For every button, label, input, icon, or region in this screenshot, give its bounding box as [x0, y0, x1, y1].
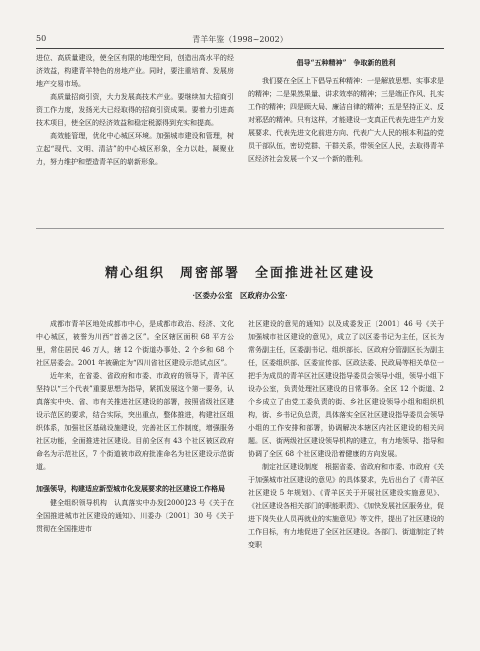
- article-title: 精心组织 周密部署 全面推进社区建设: [104, 266, 375, 281]
- paragraph: 进位、高质量建设，使全区有限的地理空间，创造出高水平的经济效益，构建青羊特色的房地产业。同时，要注重培育、发展房地产交易市场。: [36, 54, 234, 88]
- page-header: [36, 34, 444, 49]
- paragraph: 成都市青羊区地处成都市中心，是成都市政治、经济、文化中心城区，被誉为川西“首善之区”。全区辖区面积 68 平方公里，常住居民 46 万人，辖 12 个街道办事处、2 个乡和 68 个社区居委会。2001 年被确定为“四川省社区建设示范试点区”。: [36, 320, 234, 367]
- body-left-column: [36, 318, 234, 536]
- paragraph: 高质量招商引资，大力发展高技术产业。要继续加大招商引资工作力度，发扬光大已经取得的招商引资成果。要着力引进高技术项目，使全区的经济效益和稳定税源得到充实和提高。: [36, 93, 234, 127]
- page-number: 50: [36, 34, 47, 43]
- section-subhead: 倡导“五种精神” 争取新的胜利: [296, 58, 396, 67]
- paragraph: 我们要在全区上下倡导五种精神：一是解放思想、实事求是的精神；二是果然果量、讲求效率的精神；三是端正作风、扎实工作的精神；四是顾大局、廉洁自律的精神；五是坚持正义、反对邪恶的精神。只有这样，才能建设一支真正代表先进生产力发展要求、代表先进文化前进方向、代表广大人民的根本利益的党员干部队伍，密切党群、干群关系，带领全区人民，去取得青羊区经济社会发展一个又一个新的胜利。: [248, 77, 444, 163]
- paragraph: 高效能管理，优化中心城区环境。加强城市建设和管理，树立起“现代、文明、清洁”的中心城区形象，全力以赴，凝聚业力，努力维护和塑造青羊区的崭新形象。: [36, 132, 234, 166]
- body-right-column: [248, 318, 444, 552]
- top-left-column: [36, 52, 234, 169]
- paragraph: 社区建设的意见的通知》以及成委发正〔2001〕46 号《关于加强城市社区建设的意见》，成立了以区委书记为主任，区长为常务副主任，区委副书记、组织部长、区政府分管副区长为副主任，区委组织部、区委宣传部、区政法委、民政局等相关单位一把手为成员的青羊区社区建设指导委员会领导小组，领导小组下设办公室，负责处理社区建设的日常事务。全区 12 个街道、2 个乡成立了由党工委负责的街、乡社区建设领导小组和组织机构，街、乡书记负总责，具体落实全区社区建设指导委员会领导小组的工作安排和部署，协调解决本辖区内社区建设的相关问题。区、街两级社区建设领导机构的建立，有力地领导、指导和协调了全区 68 个社区建设沿着健康的方向发展。: [248, 320, 444, 458]
- paragraph: 健全组织领导机构 认真落实中办发[2000]23 号《关于在全国推进城市社区建设的通知》、川委办〔2001〕30 号《关于贯彻在全国推进市: [36, 499, 234, 533]
- divider: [36, 228, 444, 229]
- paragraph: 制定社区建设制度 根据省委、省政府和市委、市政府《关于加强城市社区建设的意见》的具体要求，先后出台了《青羊区社区建设 5 年规划》、《青羊区关于开展社区建设实施意见》、《社区建设各相关部门的职能职责》、《加快发展社区服务业，促进下岗失业人员再就业的实施意见》等文件，提出了社区建设的工作目标，有力地促进了全区社区建设。各部门、街道制定了转变职: [248, 463, 444, 549]
- section-heading: 加强领导，构建适应新型城市化发展要求的社区建设工作格局: [36, 484, 225, 493]
- article-byline: ·区委办公室 区政府办公室·: [192, 291, 288, 300]
- top-right-column: [248, 52, 444, 166]
- running-title: 青羊年鉴（1998~2002）: [192, 35, 288, 44]
- paragraph: 近年来，在省委、省政府和市委、市政府的领导下，青羊区坚持以“三个代表”重要思想为指导，紧抓发展这个第一要务，认真落实中央、省、市有关推进社区建设的部署，按照省级社区建设示范区的要求，结合实际，突出重点，整体推进，构建社区组织体系，加强社区基础设施建设，完善社区工作制度，增强服务社区功能，全面推进社区建设。目前全区有 43 个社区被区政府命名为示范社区，7 个街道被市政府批准命名为社区建设示范街道。: [36, 372, 234, 471]
